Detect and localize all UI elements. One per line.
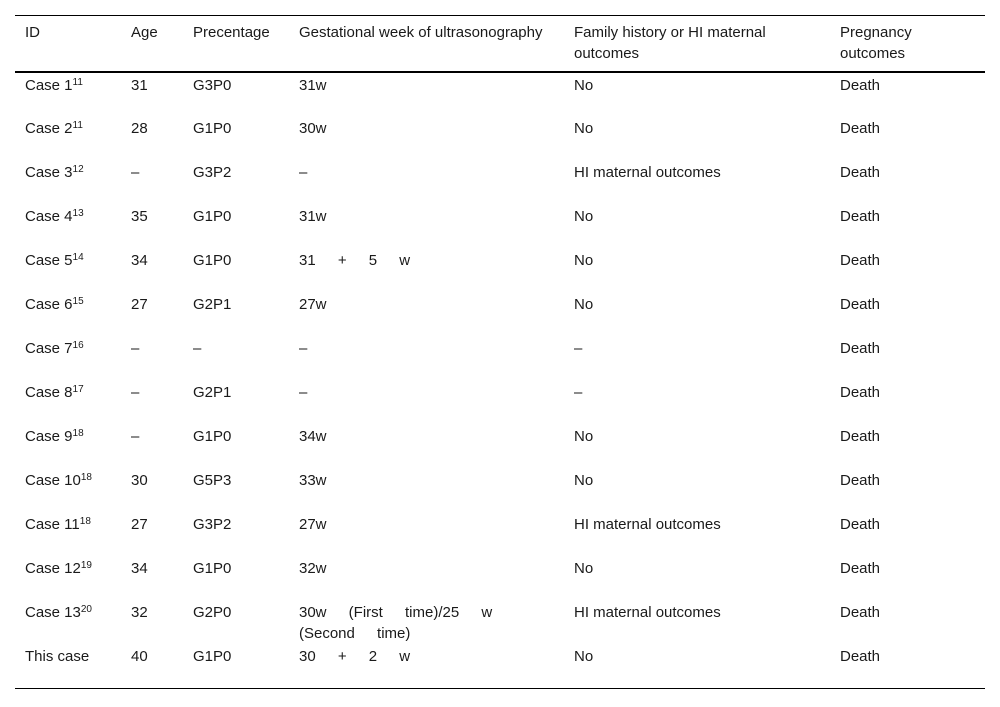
- cell-pregnancy-outcome: Death: [840, 252, 881, 269]
- cell-family-history: No: [574, 560, 594, 577]
- reference-number: 19: [80, 560, 92, 571]
- cell-age: 27: [131, 296, 148, 313]
- cell-family-history: No: [574, 120, 594, 137]
- cell-precentage: G1P0: [193, 252, 232, 269]
- cell-id: [15, 72, 121, 116]
- cell-family-history: HI maternal outcomes: [574, 164, 721, 181]
- cell-pregnancy-outcome: Death: [840, 120, 881, 137]
- header-id: ID: [25, 24, 40, 41]
- reference-number: 20: [80, 604, 92, 615]
- cell-family-history: No: [574, 296, 594, 313]
- cell-age: –: [131, 164, 140, 181]
- cell-pregnancy-outcome: Death: [840, 296, 881, 313]
- cell-age: 34: [131, 252, 148, 269]
- case-id-text: Case 9: [25, 428, 73, 445]
- cell-id: [15, 468, 121, 512]
- table-row: [15, 468, 985, 512]
- cell-family-history: No: [574, 428, 594, 445]
- table-header: [15, 16, 985, 73]
- cell-precentage: G3P2: [193, 164, 232, 181]
- cell-precentage: G3P2: [193, 516, 232, 533]
- case-id-text: Case 11: [25, 516, 80, 533]
- table-row: [15, 424, 985, 468]
- cell-precentage: G5P3: [193, 472, 232, 489]
- cell-id: [15, 600, 121, 644]
- reference-number: 11: [72, 120, 83, 131]
- header-row: [15, 16, 985, 73]
- cell-id: [15, 424, 121, 468]
- table-body: [15, 72, 985, 688]
- reference-number: 18: [72, 428, 84, 439]
- header-precentage: Precentage: [193, 24, 270, 41]
- header-pregnancy-outcomes: Pregnancy outcomes: [840, 24, 912, 62]
- cell-pregnancy-outcome: Death: [840, 516, 881, 533]
- cell-age: –: [131, 340, 140, 357]
- reference-number: 12: [72, 164, 84, 175]
- cell-age: 35: [131, 208, 148, 225]
- cell-gestational-week: 27w: [299, 296, 327, 313]
- cell-gestational-week: –: [299, 384, 308, 401]
- case-id-text: Case 1: [25, 77, 73, 94]
- case-id-text: Case 13: [25, 604, 81, 621]
- case-id-text: Case 8: [25, 384, 73, 401]
- cell-pregnancy-outcome: Death: [840, 428, 881, 445]
- cell-pregnancy-outcome: Death: [840, 472, 881, 489]
- case-id-text: Case 6: [25, 296, 73, 313]
- cell-family-history: No: [574, 648, 594, 665]
- reference-number: 17: [72, 384, 84, 395]
- table-row: [15, 644, 985, 688]
- cell-precentage: G1P0: [193, 120, 232, 137]
- cell-family-history: No: [574, 77, 594, 94]
- table-row: [15, 556, 985, 600]
- case-id-text: Case 2: [25, 120, 73, 137]
- cell-precentage: G1P0: [193, 648, 232, 665]
- case-id-text: Case 10: [25, 472, 81, 489]
- cell-gestational-week: 32w: [299, 560, 327, 577]
- case-id-text: Case 4: [25, 208, 73, 225]
- table-row: [15, 336, 985, 380]
- cell-age: 34: [131, 560, 148, 577]
- case-comparison-table: [15, 15, 985, 689]
- reference-number: 18: [79, 516, 91, 527]
- cell-id: [15, 644, 121, 688]
- cell-family-history: No: [574, 208, 594, 225]
- cell-family-history: No: [574, 252, 594, 269]
- cell-age: –: [131, 428, 140, 445]
- cell-pregnancy-outcome: Death: [840, 560, 881, 577]
- cell-gestational-week: 30w: [299, 120, 327, 137]
- case-id-text: Case 7: [25, 340, 73, 357]
- cell-pregnancy-outcome: Death: [840, 604, 881, 621]
- cell-family-history: No: [574, 472, 594, 489]
- cell-family-history: –: [574, 384, 583, 401]
- table-row: [15, 512, 985, 556]
- cell-gestational-week: 33w: [299, 472, 327, 489]
- cell-id: [15, 248, 121, 292]
- table-row: [15, 72, 985, 116]
- cell-gestational-week: 31w: [299, 208, 327, 225]
- cell-id: [15, 556, 121, 600]
- cell-age: 27: [131, 516, 148, 533]
- reference-number: 11: [72, 77, 83, 88]
- cell-id: [15, 116, 121, 160]
- cell-pregnancy-outcome: Death: [840, 648, 881, 665]
- case-id-text: Case 5: [25, 252, 73, 269]
- table-row: [15, 204, 985, 248]
- reference-number: 18: [80, 472, 92, 483]
- cell-precentage: G2P1: [193, 384, 232, 401]
- reference-number: 13: [72, 208, 84, 219]
- cell-age: 40: [131, 648, 148, 665]
- table-row: [15, 600, 985, 644]
- cell-id: [15, 160, 121, 204]
- table-row: [15, 380, 985, 424]
- cell-gestational-week: –: [299, 164, 308, 181]
- cell-precentage: G1P0: [193, 428, 232, 445]
- cell-gestational-week: 31 + 5 w: [299, 252, 411, 269]
- cell-gestational-week: 34w: [299, 428, 327, 445]
- cell-pregnancy-outcome: Death: [840, 77, 881, 94]
- reference-number: 14: [72, 252, 84, 263]
- cell-age: 31: [131, 77, 148, 94]
- table-row: [15, 248, 985, 292]
- cell-pregnancy-outcome: Death: [840, 208, 881, 225]
- cell-age: –: [131, 384, 140, 401]
- reference-number: 16: [72, 340, 84, 351]
- cell-id: [15, 380, 121, 424]
- cell-family-history: HI maternal outcomes: [574, 516, 721, 533]
- cell-pregnancy-outcome: Death: [840, 164, 881, 181]
- case-id-text: This case: [25, 648, 90, 665]
- cell-age: 32: [131, 604, 148, 621]
- case-table-container: [15, 15, 985, 689]
- cell-id: [15, 204, 121, 248]
- table-row: [15, 292, 985, 336]
- header-gestational-week: Gestational week of ultrasonography: [299, 24, 543, 41]
- cell-pregnancy-outcome: Death: [840, 340, 881, 357]
- cell-family-history: –: [574, 340, 583, 357]
- case-id-text: Case 3: [25, 164, 73, 181]
- cell-precentage: G1P0: [193, 208, 232, 225]
- cell-gestational-week: 27w: [299, 516, 327, 533]
- cell-gestational-week: 30 + 2 w: [299, 648, 411, 665]
- header-age: Age: [131, 24, 158, 41]
- header-family-history: Family history or HI maternal outcomes: [574, 24, 766, 62]
- case-id-text: Case 12: [25, 560, 81, 577]
- cell-precentage: G3P0: [193, 77, 232, 94]
- cell-age: 30: [131, 472, 148, 489]
- cell-age: 28: [131, 120, 148, 137]
- cell-precentage: G2P1: [193, 296, 232, 313]
- table-row: [15, 160, 985, 204]
- cell-precentage: G2P0: [193, 604, 232, 621]
- reference-number: 15: [72, 296, 84, 307]
- cell-gestational-week: –: [299, 340, 308, 357]
- cell-id: [15, 292, 121, 336]
- cell-precentage: G1P0: [193, 560, 232, 577]
- cell-gestational-week: 31w: [299, 77, 327, 94]
- cell-precentage: –: [193, 340, 202, 357]
- cell-id: [15, 512, 121, 556]
- table-row: [15, 116, 985, 160]
- cell-pregnancy-outcome: Death: [840, 384, 881, 401]
- cell-family-history: HI maternal outcomes: [574, 604, 721, 621]
- cell-gestational-week: 30w (First time)/25 w (Second time): [299, 604, 493, 642]
- cell-id: [15, 336, 121, 380]
